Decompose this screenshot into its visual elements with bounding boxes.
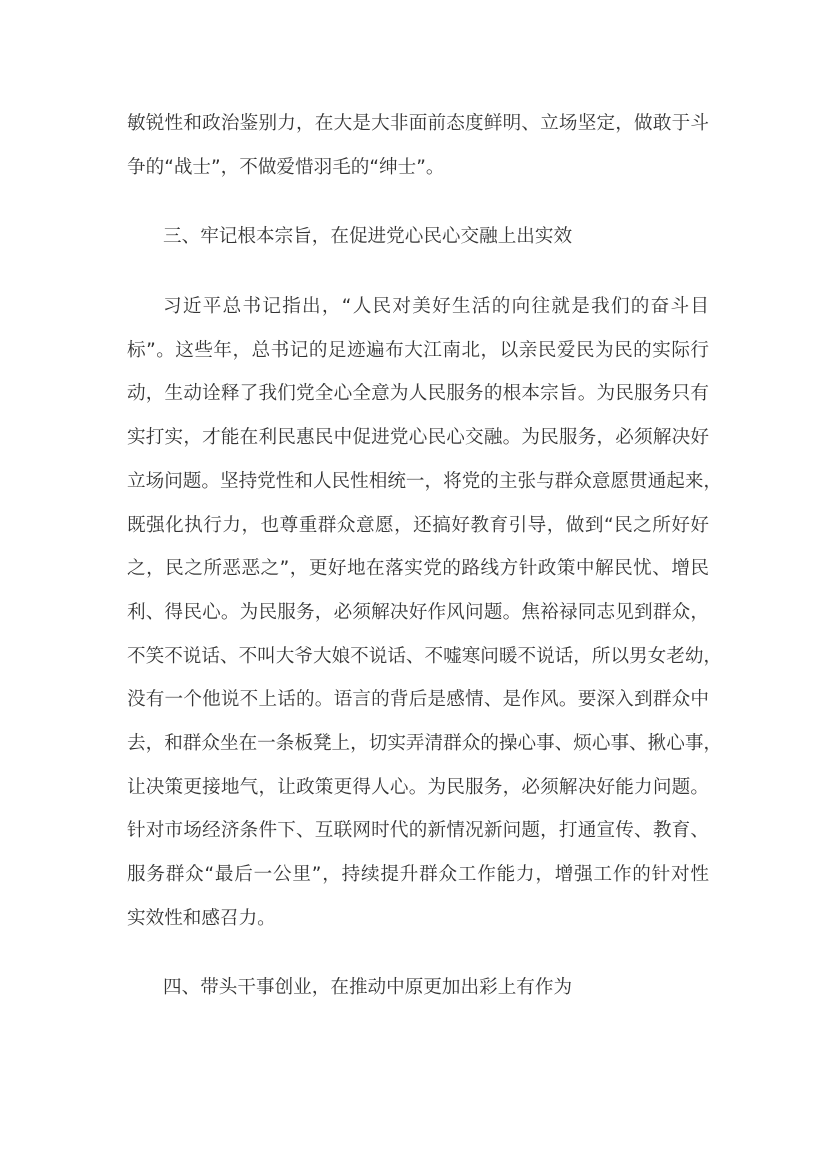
- paragraph-gap: [127, 940, 709, 966]
- text-line: 针对市场经济条件下、互联网时代的新情况新问题，打通宣传、教育、: [127, 820, 709, 842]
- text-line: 之，民之所恶恶之”，更好地在落实党的路线方针政策中解民忧、增民: [127, 558, 709, 580]
- text-line: 去，和群众坐在一条板凳上，切实弄清群众的操心事、烦心事、揪心事，: [127, 732, 723, 754]
- text-line: 不笑不说话、不叫大爷大娘不说话、不嘘寒问暖不说话，所以男女老幼，: [127, 645, 723, 667]
- paragraph: [127, 285, 723, 940]
- text-line: 三、牢记根本宗旨，在促进党心民心交融上出实效: [163, 226, 573, 248]
- section-heading: [127, 966, 709, 1010]
- text-line: 敏锐性和政治鉴别力，在大是大非面前态度鲜明、立场坚定，做敢于斗: [127, 113, 709, 134]
- text-line: 利、得民心。为民服务，必须解决好作风问题。焦裕禄同志见到群众，: [127, 601, 709, 623]
- text-line: 服务群众“最后一公里”，持续提升群众工作能力，增强工作的针对性: [127, 864, 709, 885]
- text-line: 让决策更接地气，让政策更得人心。为民服务，必须解决好能力问题。: [127, 776, 709, 798]
- text-line: 四、带头干事创业，在推动中原更加出彩上有作为: [163, 977, 573, 999]
- text-line: 没有一个他说不上话的。语言的背后是感情、是作风。要深入到群众中: [127, 689, 709, 711]
- text-line: 既强化执行力，也尊重群众意愿，还搞好教育引导，做到“民之所好好: [127, 514, 709, 536]
- text-line: 动，生动诠释了我们党全心全意为人民服务的根本宗旨。为民服务只有: [127, 383, 709, 405]
- section-heading: [127, 215, 709, 259]
- text-line: 争的“战士”，不做爱惜羽毛的“绅士”。: [127, 156, 445, 178]
- text-line: 标”。这些年，总书记的足迹遍布大江南北，以亲民爱民为民的实际行: [127, 339, 709, 361]
- paragraph-gap: [127, 189, 709, 215]
- document-page: [127, 102, 723, 1010]
- text-line: 习近平总书记指出，“人民对美好生活的向往就是我们的奋斗目: [163, 296, 709, 318]
- text-line: 实效性和感召力。: [127, 907, 276, 929]
- paragraph: [127, 102, 709, 189]
- text-line: 立场问题。坚持党性和人民性相统一，将党的主张与群众意愿贯通起来，: [127, 470, 723, 492]
- paragraph-gap: [127, 259, 709, 285]
- text-line: 实打实，才能在利民惠民中促进党心民心交融。为民服务，必须解决好: [127, 427, 709, 449]
